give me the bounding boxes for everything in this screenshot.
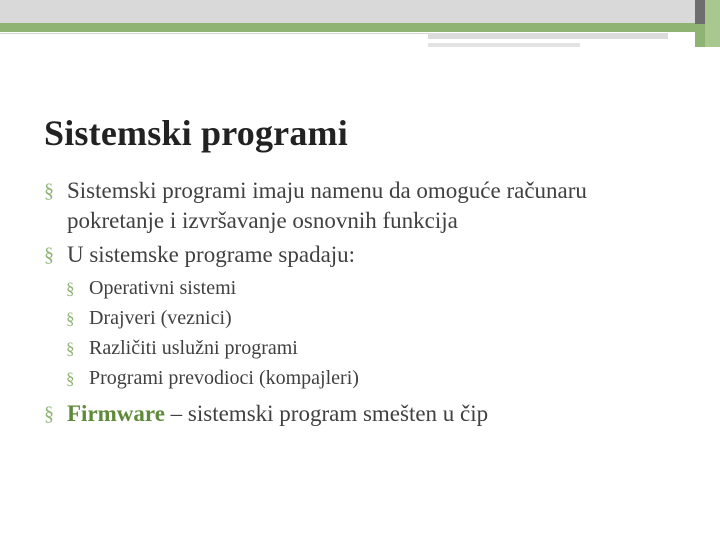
sub-bullet-item — [44, 274, 684, 303]
sub-bullet-icon: § — [66, 339, 75, 358]
sub-bullet-icon: § — [66, 279, 75, 298]
header-short-grey-bar-2 — [428, 43, 580, 47]
bullet-text: – sistemski program smešten u čip — [164, 401, 489, 426]
header-light-green-block — [705, 0, 720, 47]
sub-bullet-text: Drajveri (veznici) — [89, 307, 232, 329]
sub-bullet-item — [44, 364, 684, 393]
bullet-text: U sistemske programe spadaju: — [67, 242, 356, 267]
sub-bullet-text: Programi prevodioci (kompajleri) — [89, 367, 359, 389]
sub-bullet-item — [44, 304, 684, 333]
header-dark-block — [695, 0, 705, 24]
sub-bullet-text: Operativni sistemi — [89, 277, 237, 299]
header-thin-line — [0, 33, 430, 34]
decorative-header-band — [0, 0, 720, 50]
header-green-block — [695, 24, 705, 47]
slide-body — [44, 176, 684, 433]
bullet-icon: § — [44, 403, 54, 425]
sub-bullet-item — [44, 334, 684, 363]
bullet-item — [44, 176, 684, 236]
bullet-item — [44, 240, 684, 270]
bullet-item — [44, 399, 684, 429]
firmware-highlight: Firmware — [67, 401, 165, 426]
bullet-text: Sistemski programi imaju namenu da omoguće računaru pokretanje i izvršavanje osnovnih funkcija — [67, 178, 587, 233]
header-grey-bar — [0, 0, 695, 23]
sub-bullet-text: Različiti uslužni programi — [89, 337, 298, 359]
header-short-grey-bar — [428, 33, 668, 39]
slide-title: Sistemski programi — [44, 113, 348, 153]
sub-bullet-icon: § — [66, 309, 75, 328]
sub-bullet-list — [44, 274, 684, 393]
bullet-icon: § — [44, 244, 54, 266]
header-green-bar — [0, 23, 695, 32]
bullet-icon: § — [44, 180, 54, 202]
sub-bullet-icon: § — [66, 369, 75, 388]
